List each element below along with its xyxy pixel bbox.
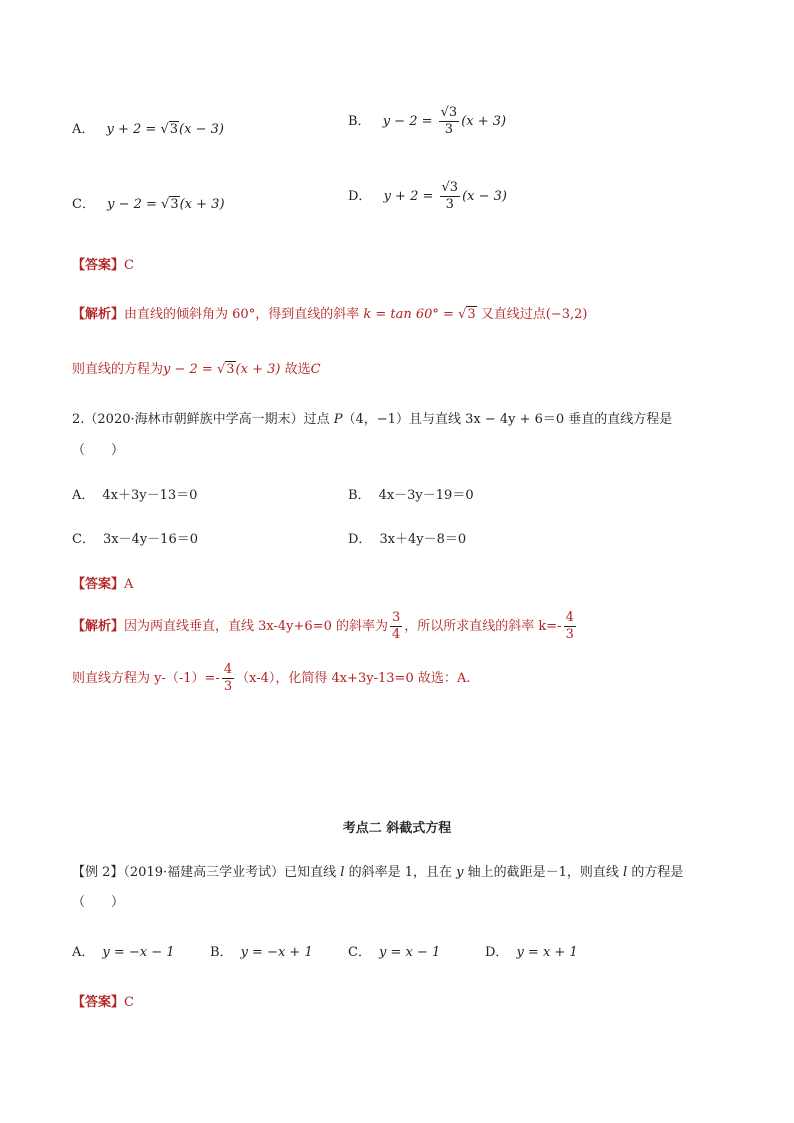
fraction: $\frac{4}{3}$ — [565, 610, 574, 642]
example2-question: 【例 2】（2019·福建高三学业考试）已知直线 l 的斜率是 1，且在 y 轴上的截距是－1，则直线 l 的方程是 — [72, 865, 684, 880]
example2-option-a: A． y = −x − 1 — [72, 945, 175, 960]
q1-option-c: C． y − 2 = √3(x + 3) — [72, 197, 225, 212]
q2-option-d: D． 3x＋4y－8＝0 — [348, 532, 467, 547]
example2-answer: 【答案】C — [72, 995, 134, 1010]
q1-answer: 【答案】C — [72, 258, 134, 273]
q2-option-b: B． 4x－3y－19＝0 — [348, 488, 474, 503]
example2-option-b: B． y = −x + 1 — [210, 945, 313, 960]
q2-option-c: C． 3x－4y－16＝0 — [72, 532, 198, 547]
section-title: 考点二 斜截式方程 — [342, 821, 452, 836]
fraction: $\frac{√3}{3}$ — [441, 180, 459, 212]
q2-result: 则直线方程为 y-（-1）=- $\frac{4}{3}$ （x-4），化简得 4x+3y-13=0 故选：A. — [72, 662, 471, 694]
sqrt-symbol: √3 — [216, 362, 235, 377]
q1-analysis: 【解析】由直线的倾斜角为 60°，得到直线的斜率 k = tan 60° = √3 又直线过点(−3,2) — [72, 307, 588, 322]
q2-paren: （ ） — [72, 443, 125, 458]
q1-option-b: B． y − 2 = $\frac{√3}{3}$ (x + 3) — [348, 105, 507, 137]
q2-answer: 【答案】A — [72, 577, 134, 592]
q1-option-d: D． y + 2 = $\frac{√3}{3}$ (x − 3) — [348, 180, 507, 212]
fraction: $\frac{4}{3}$ — [223, 662, 233, 694]
example2-paren: （ ） — [72, 895, 125, 910]
q2-option-a: A． 4x＋3y－13＝0 — [72, 488, 198, 503]
sqrt-symbol: √3 — [458, 307, 476, 322]
example2-option-c: C． y = x − 1 — [348, 945, 441, 960]
fraction: $\frac{3}{4}$ — [392, 610, 401, 642]
sqrt-symbol: √3 — [161, 197, 179, 212]
example2-option-d: D． y = x + 1 — [485, 945, 578, 960]
fraction: $\frac{√3}{3}$ — [440, 105, 458, 137]
q1-option-a: A． y + 2 = √3(x − 3) — [72, 122, 224, 137]
q1-result: 则直线的方程为y − 2 = √3(x + 3) 故选C — [72, 362, 321, 377]
sqrt-symbol: √3 — [160, 122, 179, 137]
q2-question: 2.（2020·海林市朝鲜族中学高一期末）过点 P（4，−1）且与直线 3x − 4y + 6＝0 垂直的直线方程是 — [72, 412, 673, 427]
q2-analysis: 【解析】因为两直线垂直，直线 3x-4y+6=0 的斜率为 $\frac{3}{4}$ ，所以所求直线的斜率 k=- $\frac{4}{3}$ — [72, 610, 574, 642]
